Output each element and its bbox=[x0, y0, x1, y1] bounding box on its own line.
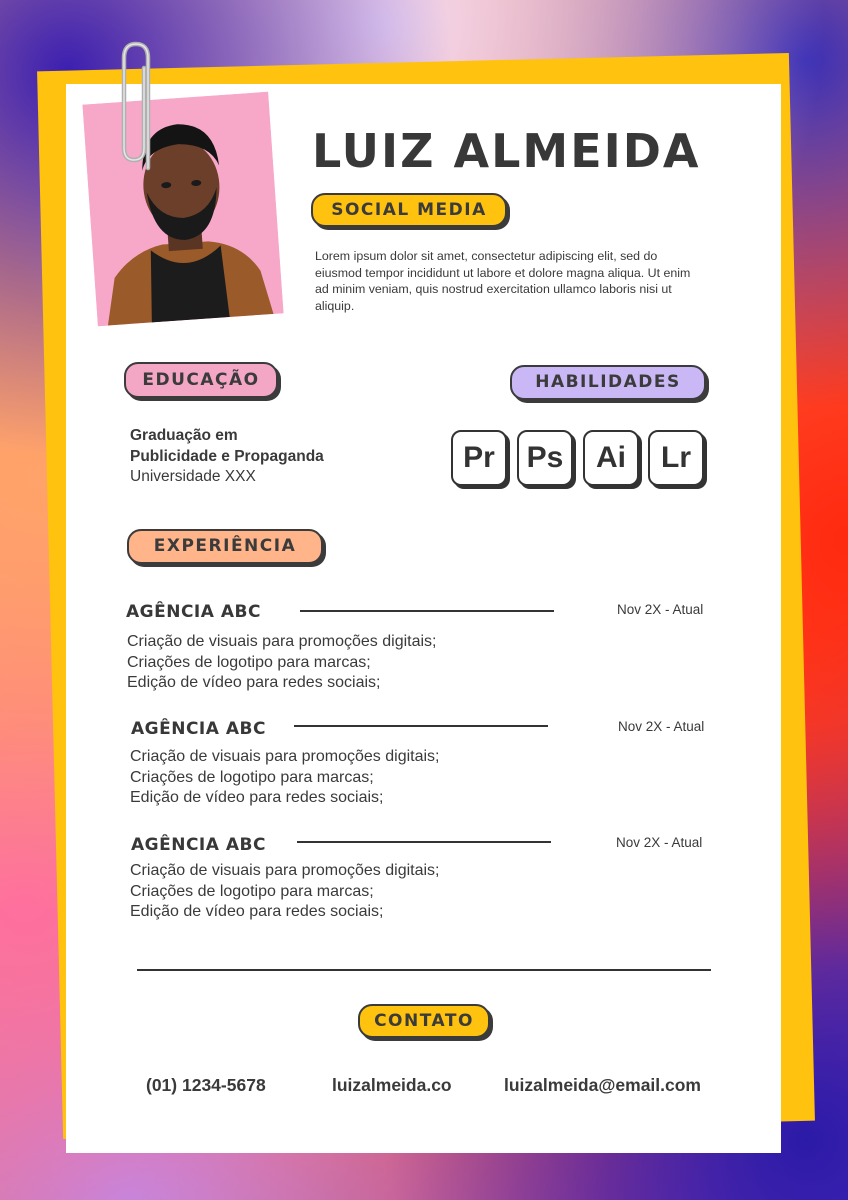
skill-illustrator-icon: Ai bbox=[583, 430, 639, 486]
job-tasks bbox=[130, 861, 439, 923]
job-task: Criações de logotipo para marcas; bbox=[130, 768, 374, 786]
skill-premiere-icon: Pr bbox=[451, 430, 507, 486]
job-company: AGÊNCIA ABC bbox=[126, 602, 261, 622]
job-date: Nov 2X - Atual bbox=[618, 719, 705, 734]
experience-heading-label: EXPERIÊNCIA bbox=[153, 536, 297, 556]
job-task: Criação de visuais para promoções digitais; bbox=[127, 633, 437, 650]
job-task: Edição de vídeo para redes sociais; bbox=[127, 674, 381, 691]
job-divider bbox=[297, 841, 551, 843]
paperclip-icon bbox=[108, 38, 168, 178]
experience-heading bbox=[127, 529, 323, 564]
education-heading bbox=[124, 362, 278, 398]
job-date: Nov 2X - Atual bbox=[617, 602, 704, 617]
contact-website: luizalmeida.co bbox=[332, 1075, 452, 1095]
degree-line-2: Publicidade e Propaganda bbox=[130, 447, 324, 465]
person-name: LUIZ ALMEIDA bbox=[312, 124, 701, 178]
job-task: Criação de visuais para promoções digitais; bbox=[130, 748, 440, 765]
role-label: SOCIAL MEDIA bbox=[331, 200, 487, 220]
job-task: Edição de vídeo para redes sociais; bbox=[130, 789, 384, 806]
degree-line-1: Graduação em bbox=[130, 427, 238, 444]
job-divider bbox=[300, 610, 554, 612]
job-tasks bbox=[127, 632, 436, 694]
skills-heading-label: HABILIDADES bbox=[535, 372, 681, 392]
contact-email: luizalmeida@email.com bbox=[504, 1075, 701, 1095]
skill-lightroom-icon: Lr bbox=[648, 430, 704, 486]
role-badge bbox=[311, 193, 507, 227]
skill-photoshop-icon: Ps bbox=[517, 430, 573, 486]
job-task: Criações de logotipo para marcas; bbox=[130, 882, 374, 900]
job-task: Criação de visuais para promoções digitais; bbox=[130, 862, 440, 879]
job-divider bbox=[294, 725, 548, 727]
contact-heading bbox=[358, 1004, 490, 1038]
skills-heading bbox=[510, 365, 706, 400]
job-task: Edição de vídeo para redes sociais; bbox=[130, 903, 384, 920]
job-company: AGÊNCIA ABC bbox=[131, 719, 266, 739]
job-date: Nov 2X - Atual bbox=[616, 835, 703, 850]
contact-heading-label: CONTATO bbox=[374, 1011, 474, 1031]
profile-summary: Lorem ipsum dolor sit amet, consectetur adipiscing elit, sed do eiusmod tempor incididunt ut labore et dolore magna aliqua. Ut enim ad minim veniam, quis nostrud exercitation ullamco laboris nisi ut aliquip. bbox=[315, 249, 691, 313]
contact-phone: (01) 1234-5678 bbox=[146, 1075, 266, 1095]
job-task: Criações de logotipo para marcas; bbox=[127, 653, 371, 671]
footer-divider bbox=[137, 969, 711, 971]
education-heading-label: EDUCAÇÃO bbox=[142, 370, 260, 390]
school-name: Universidade XXX bbox=[130, 468, 256, 485]
job-company: AGÊNCIA ABC bbox=[131, 835, 266, 855]
job-tasks bbox=[130, 747, 439, 809]
education-entry bbox=[130, 426, 324, 488]
